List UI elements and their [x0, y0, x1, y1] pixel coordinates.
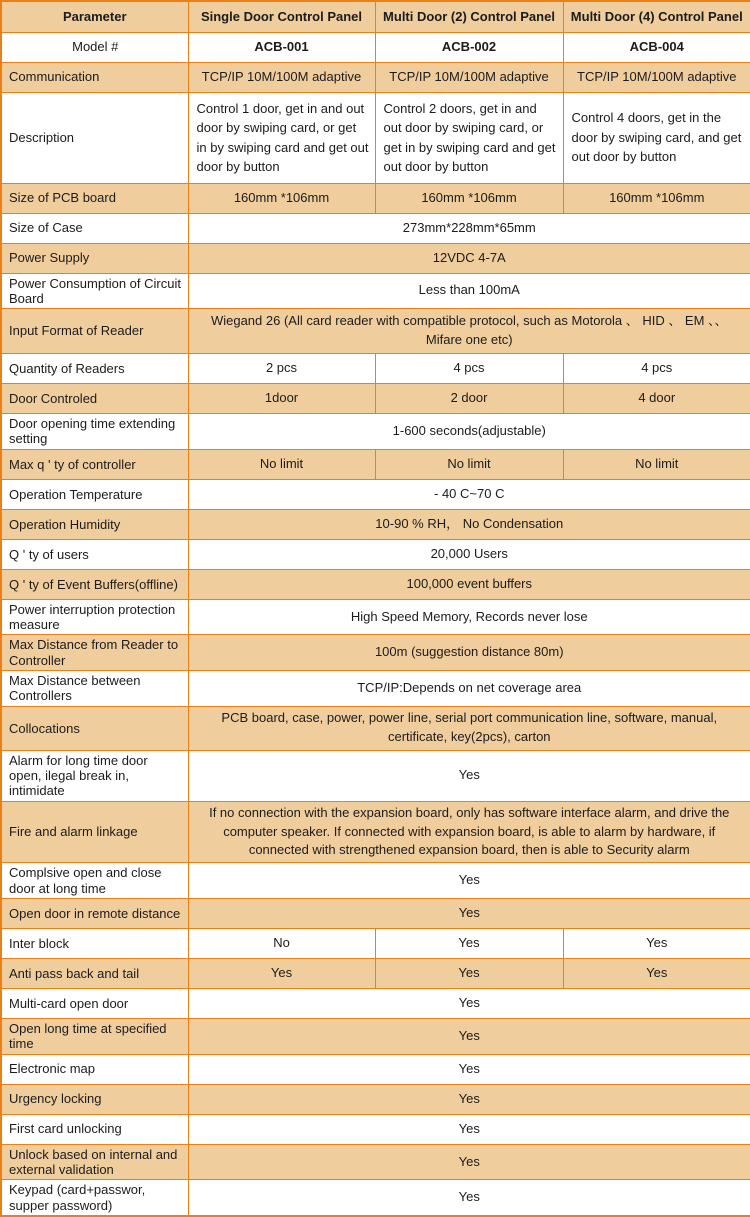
value-cell: Yes: [563, 958, 750, 988]
param-cell: Anti pass back and tail: [1, 958, 188, 988]
table-row: [1, 183, 750, 213]
value-cell: ACB-002: [375, 32, 563, 62]
value-cell: No limit: [563, 449, 750, 479]
param-cell: Keypad (card+passwor, supper password): [1, 1180, 188, 1216]
table-row: [1, 671, 750, 707]
table-row: [1, 599, 750, 635]
product-column-header: Single Door Control Panel: [188, 1, 375, 32]
table-row: [1, 414, 750, 450]
table-row: [1, 479, 750, 509]
table-row: [1, 1180, 750, 1216]
value-cell: 160mm *106mm: [563, 183, 750, 213]
param-cell: Door Controled: [1, 384, 188, 414]
value-cell: TCP/IP 10M/100M adaptive: [375, 62, 563, 92]
value-cell-span: Yes: [188, 1180, 750, 1216]
value-cell-span: 12VDC 4-7A: [188, 243, 750, 273]
value-cell: ACB-004: [563, 32, 750, 62]
value-cell-span: Less than 100mA: [188, 273, 750, 309]
param-cell: Complsive open and close door at long time: [1, 863, 188, 899]
table-row: [1, 309, 750, 354]
value-cell-span: Wiegand 26 (All card reader with compatible protocol, such as Motorola 、 HID 、 EM 、、 Mifare one etc): [188, 309, 750, 354]
param-cell: Operation Humidity: [1, 509, 188, 539]
value-cell: No limit: [375, 449, 563, 479]
value-cell: No: [188, 928, 375, 958]
table-row: [1, 1054, 750, 1084]
param-cell: Alarm for long time door open, ilegal break in, intimidate: [1, 750, 188, 801]
table-row: [1, 750, 750, 801]
param-cell: Power Consumption of Circuit Board: [1, 273, 188, 309]
value-cell: Yes: [375, 958, 563, 988]
value-cell-span: Yes: [188, 988, 750, 1018]
table-row: [1, 1084, 750, 1114]
table-row: [1, 1144, 750, 1180]
param-cell: Max q ' ty of controller: [1, 449, 188, 479]
param-cell: Operation Temperature: [1, 479, 188, 509]
param-cell: Multi-card open door: [1, 988, 188, 1018]
param-cell: Communication: [1, 62, 188, 92]
param-cell: Inter block: [1, 928, 188, 958]
table-row: [1, 62, 750, 92]
product-column-header: Multi Door (4) Control Panel: [563, 1, 750, 32]
value-cell: Yes: [375, 928, 563, 958]
value-cell: 2 pcs: [188, 354, 375, 384]
table-row: [1, 509, 750, 539]
value-cell: 4 door: [563, 384, 750, 414]
value-cell-span: Yes: [188, 1018, 750, 1054]
value-cell-span: 1-600 seconds(adjustable): [188, 414, 750, 450]
table-row: [1, 273, 750, 309]
table-row: [1, 958, 750, 988]
param-cell: Open door in remote distance: [1, 898, 188, 928]
param-cell: First card unlocking: [1, 1114, 188, 1144]
param-cell: Collocations: [1, 706, 188, 750]
table-row: [1, 213, 750, 243]
value-cell: Control 1 door, get in and out door by swiping card, or get in by swiping card and get out door by button: [188, 92, 375, 183]
param-cell: Size of PCB board: [1, 183, 188, 213]
product-column-header: Multi Door (2) Control Panel: [375, 1, 563, 32]
table-row: [1, 928, 750, 958]
param-cell: Max Distance between Controllers: [1, 671, 188, 707]
value-cell: 160mm *106mm: [375, 183, 563, 213]
table-row: [1, 569, 750, 599]
value-cell-span: Yes: [188, 898, 750, 928]
param-cell: Power Supply: [1, 243, 188, 273]
table-row: [1, 706, 750, 750]
value-cell-span: Yes: [188, 1054, 750, 1084]
param-cell: Q ' ty of users: [1, 539, 188, 569]
param-cell: Max Distance from Reader to Controller: [1, 635, 188, 671]
param-cell: Urgency locking: [1, 1084, 188, 1114]
table-row: [1, 1018, 750, 1054]
param-cell: Fire and alarm linkage: [1, 801, 188, 863]
param-cell: Door opening time extending setting: [1, 414, 188, 450]
table-row: [1, 863, 750, 899]
value-cell-span: Yes: [188, 1084, 750, 1114]
value-cell-span: Yes: [188, 1114, 750, 1144]
param-cell: Model #: [1, 32, 188, 62]
table-row: [1, 801, 750, 863]
param-cell: Description: [1, 92, 188, 183]
value-cell: 4 pcs: [375, 354, 563, 384]
table-row: [1, 449, 750, 479]
value-cell-span: 100,000 event buffers: [188, 569, 750, 599]
param-cell: Unlock based on internal and external validation: [1, 1144, 188, 1180]
value-cell-span: 10-90 % RH， No Condensation: [188, 509, 750, 539]
table-row: [1, 898, 750, 928]
parameter-column-header: Parameter: [1, 1, 188, 32]
value-cell: ACB-001: [188, 32, 375, 62]
table-row: [1, 92, 750, 183]
value-cell-span: 100m (suggestion distance 80m): [188, 635, 750, 671]
value-cell: Yes: [188, 958, 375, 988]
table-row: [1, 384, 750, 414]
value-cell: 2 door: [375, 384, 563, 414]
value-cell-span: 20,000 Users: [188, 539, 750, 569]
value-cell-span: 273mm*228mm*65mm: [188, 213, 750, 243]
value-cell: No limit: [188, 449, 375, 479]
value-cell-span: If no connection with the expansion board, only has software interface alarm, and drive the computer speaker. If connected with expansion board, is able to alarm by hardware, if connected with strengthened expansion board, then is able to Security alarm: [188, 801, 750, 863]
table-row: [1, 1114, 750, 1144]
value-cell: Control 4 doors, get in the door by swiping card, and get out door by button: [563, 92, 750, 183]
table-row: [1, 539, 750, 569]
value-cell-span: - 40 C~70 C: [188, 479, 750, 509]
param-cell: Quantity of Readers: [1, 354, 188, 384]
param-cell: Q ' ty of Event Buffers(offline): [1, 569, 188, 599]
param-cell: Input Format of Reader: [1, 309, 188, 354]
value-cell-span: High Speed Memory, Records never lose: [188, 599, 750, 635]
value-cell-span: Yes: [188, 863, 750, 899]
table-row: [1, 32, 750, 62]
value-cell-span: Yes: [188, 750, 750, 801]
header-row: [1, 1, 750, 32]
param-cell: Power interruption protection measure: [1, 599, 188, 635]
value-cell: 160mm *106mm: [188, 183, 375, 213]
value-cell: 4 pcs: [563, 354, 750, 384]
table-row: [1, 988, 750, 1018]
spec-table-body: [1, 1, 750, 1216]
param-cell: Electronic map: [1, 1054, 188, 1084]
value-cell: Yes: [563, 928, 750, 958]
value-cell: 1door: [188, 384, 375, 414]
table-row: [1, 354, 750, 384]
param-cell: Size of Case: [1, 213, 188, 243]
value-cell-span: Yes: [188, 1144, 750, 1180]
value-cell: TCP/IP 10M/100M adaptive: [188, 62, 375, 92]
table-row: [1, 243, 750, 273]
value-cell: TCP/IP 10M/100M adaptive: [563, 62, 750, 92]
param-cell: Open long time at specified time: [1, 1018, 188, 1054]
table-row: [1, 635, 750, 671]
value-cell: Control 2 doors, get in and out door by swiping card, or get in by swiping card and get out door by button: [375, 92, 563, 183]
value-cell-span: PCB board, case, power, power line, serial port communication line, software, manual, certificate, key(2pcs), carton: [188, 706, 750, 750]
value-cell-span: TCP/IP:Depends on net coverage area: [188, 671, 750, 707]
